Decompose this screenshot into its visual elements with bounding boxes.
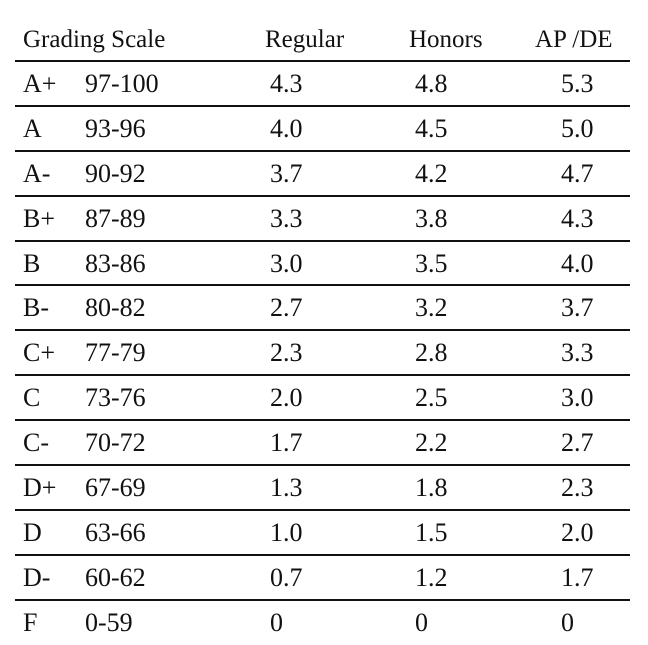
ap-de-gpa: 5.0 — [561, 113, 594, 143]
honors-gpa: 4.5 — [415, 113, 448, 143]
letter-grade: B+ — [23, 203, 56, 233]
table-row — [15, 419, 630, 464]
percent-range: 87-89 — [85, 203, 146, 233]
regular-gpa: 3.0 — [270, 248, 303, 278]
letter-grade: A+ — [23, 69, 57, 98]
ap-de-gpa: 2.3 — [561, 473, 594, 503]
percent-range: 70-72 — [85, 428, 146, 458]
table-row — [15, 599, 630, 644]
percent-range: 93-96 — [85, 113, 146, 143]
percent-range: 80-82 — [85, 293, 146, 323]
grading-scale-table — [15, 20, 630, 644]
honors-gpa: 1.5 — [415, 517, 448, 547]
honors-gpa: 0 — [415, 607, 428, 637]
letter-grade: B — [23, 248, 41, 278]
honors-gpa: 4.2 — [415, 158, 448, 188]
honors-gpa: 4.8 — [415, 69, 448, 98]
regular-gpa: 0.7 — [270, 562, 303, 592]
letter-grade: B- — [23, 293, 49, 323]
percent-range: 0-59 — [85, 607, 133, 637]
letter-grade: A — [23, 113, 42, 143]
regular-gpa: 2.7 — [270, 293, 303, 323]
table-row — [15, 464, 630, 509]
letter-grade: A- — [23, 158, 51, 188]
header-grading-scale: Grading Scale — [23, 26, 166, 53]
regular-gpa: 1.7 — [270, 428, 303, 458]
ap-de-gpa: 3.3 — [561, 338, 594, 368]
regular-gpa: 3.7 — [270, 158, 303, 188]
ap-de-gpa: 2.0 — [561, 517, 594, 547]
table-row — [15, 240, 630, 285]
letter-grade: C- — [23, 428, 49, 458]
regular-gpa: 4.0 — [270, 113, 303, 143]
honors-gpa: 3.8 — [415, 203, 448, 233]
ap-de-gpa: 4.0 — [561, 248, 594, 278]
honors-gpa: 3.5 — [415, 248, 448, 278]
table-header-row — [15, 20, 630, 60]
percent-range: 83-86 — [85, 248, 146, 278]
honors-gpa: 1.8 — [415, 473, 448, 503]
ap-de-gpa: 1.7 — [561, 562, 594, 592]
table-row — [15, 329, 630, 374]
letter-grade: F — [23, 607, 38, 637]
regular-gpa: 3.3 — [270, 203, 303, 233]
table-row — [15, 195, 630, 240]
ap-de-gpa: 0 — [561, 607, 574, 637]
header-ap-de: AP /DE — [535, 26, 613, 53]
header-honors: Honors — [409, 26, 483, 53]
letter-grade: C — [23, 383, 41, 413]
table-row — [15, 60, 630, 105]
percent-range: 77-79 — [85, 338, 146, 368]
regular-gpa: 1.0 — [270, 517, 303, 547]
regular-gpa: 1.3 — [270, 473, 303, 503]
table-row — [15, 150, 630, 195]
honors-gpa: 2.5 — [415, 383, 448, 413]
header-regular: Regular — [265, 26, 345, 53]
ap-de-gpa: 4.7 — [561, 158, 594, 188]
percent-range: 73-76 — [85, 383, 146, 413]
ap-de-gpa: 4.3 — [561, 203, 594, 233]
ap-de-gpa: 3.7 — [561, 293, 594, 323]
table-row — [15, 554, 630, 599]
percent-range: 97-100 — [85, 69, 159, 98]
table-row — [15, 509, 630, 554]
percent-range: 63-66 — [85, 517, 146, 547]
letter-grade: D- — [23, 562, 51, 592]
percent-range: 60-62 — [85, 562, 146, 592]
table-row — [15, 374, 630, 419]
percent-range: 90-92 — [85, 158, 146, 188]
letter-grade: D+ — [23, 473, 57, 503]
honors-gpa: 2.2 — [415, 428, 448, 458]
ap-de-gpa: 2.7 — [561, 428, 594, 458]
ap-de-gpa: 5.3 — [561, 69, 594, 98]
honors-gpa: 3.2 — [415, 293, 448, 323]
letter-grade: C+ — [23, 338, 56, 368]
regular-gpa: 2.0 — [270, 383, 303, 413]
regular-gpa: 4.3 — [270, 69, 303, 98]
regular-gpa: 0 — [270, 607, 283, 637]
percent-range: 67-69 — [85, 473, 146, 503]
regular-gpa: 2.3 — [270, 338, 303, 368]
table-row — [15, 105, 630, 150]
honors-gpa: 2.8 — [415, 338, 448, 368]
honors-gpa: 1.2 — [415, 562, 448, 592]
letter-grade: D — [23, 517, 42, 547]
ap-de-gpa: 3.0 — [561, 383, 594, 413]
table-row — [15, 284, 630, 329]
